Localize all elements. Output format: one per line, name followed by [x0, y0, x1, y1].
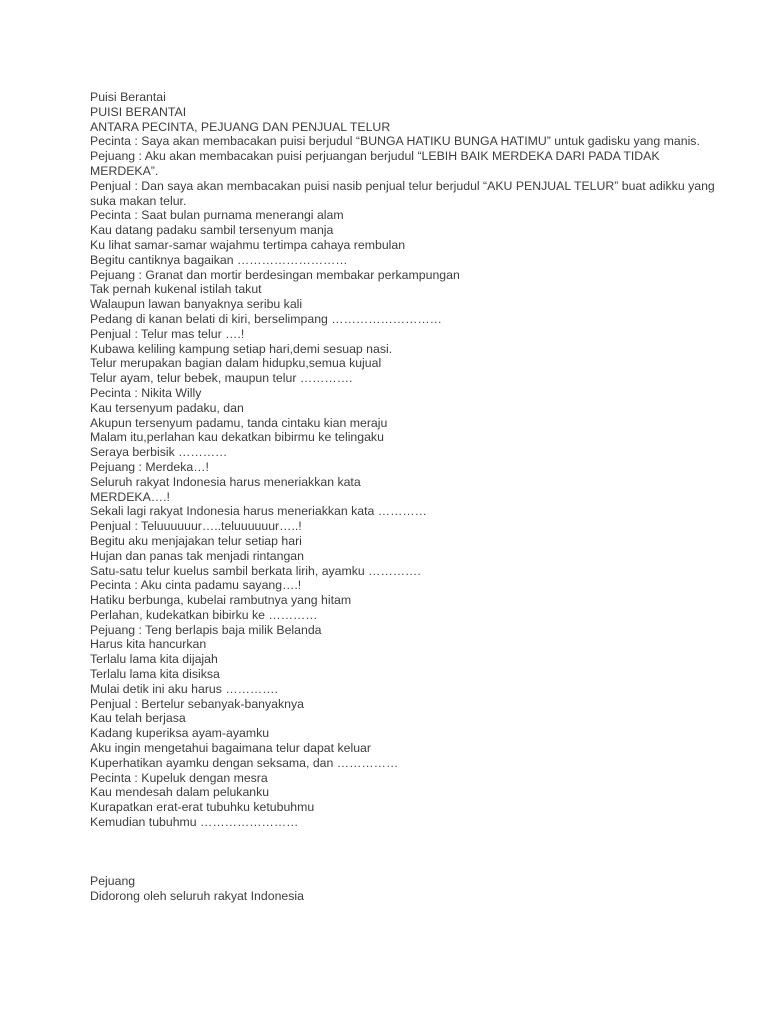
- text-line: Kadang kuperiksa ayam-ayamku: [90, 726, 270, 741]
- text-line: Penjual : Teluuuuuur…..teluuuuuur…..!: [90, 519, 302, 534]
- text-line: Hatiku berbunga, kubelai rambutnya yang hitam: [90, 593, 352, 608]
- text-line: Ku lihat samar-samar wajahmu tertimpa cahaya rembulan: [90, 237, 406, 252]
- paragraph-gap: [90, 830, 730, 874]
- text-line: Aku ingin mengetahui bagaimana telur dapat keluar: [90, 741, 371, 756]
- text-line: Pecinta : Saya akan membacakan puisi berjudul “BUNGA HATIKU BUNGA HATIMU” untuk gadisku yang manis.: [90, 134, 700, 149]
- text-line: Terlalu lama kita dijajah: [90, 652, 218, 667]
- text-line: Pecinta : Nikita Willy: [90, 385, 202, 400]
- text-line: Begitu cantiknya bagaikan ………………………: [90, 252, 348, 267]
- text-line: Kau mendesah dalam pelukanku: [90, 785, 270, 800]
- text-line: Satu-satu telur kuelus sambil berkata lirih, ayamku ………….: [90, 563, 421, 578]
- text-line: Seluruh rakyat Indonesia harus meneriakkan kata: [90, 474, 361, 489]
- text-line: Kubawa keliling kampung setiap hari,demi sesuap nasi.: [90, 341, 393, 356]
- text-line: Penjual : Bertelur sebanyak-banyaknya: [90, 696, 304, 711]
- text-line: Begitu aku menjajakan telur setiap hari: [90, 533, 302, 548]
- text-line: Harus kita hancurkan: [90, 637, 207, 652]
- text-line: Kau datang padaku sambil tersenyum manja: [90, 223, 334, 238]
- text-line: Kuperhatikan ayamku dengan seksama, dan ……………: [90, 755, 399, 770]
- text-line: Pecinta : Saat bulan purnama menerangi alam: [90, 208, 344, 223]
- text-line: Penjual : Telur mas telur ….!: [90, 326, 245, 341]
- text-line: Pejuang : Aku akan membacakan puisi perjuangan berjudul “LEBIH BAIK MERDEKA DARI PADA TIDAK MERDEKA”.: [90, 149, 660, 178]
- text-line: Penjual : Dan saya akan membacakan puisi nasib penjual telur berjudul “AKU PENJUAL TELUR” buat adikku yang suka makan telur.: [90, 178, 715, 208]
- text-line: Pejuang : Merdeka…!: [90, 459, 209, 474]
- text-line: Malam itu,perlahan kau dekatkan bibirmu ke telingaku: [90, 430, 384, 445]
- text-line: Pecinta : Kupeluk dengan mesra: [90, 770, 268, 785]
- text-line: Telur merupakan bagian dalam hidupku,semua kujual: [90, 356, 382, 371]
- text-line: Mulai detik ini aku harus ………….: [90, 681, 278, 696]
- poem-subtitle: ANTARA PECINTA, PEJUANG DAN PENJUAL TELUR: [90, 119, 391, 134]
- text-line: Kemudian tubuhmu ……………………: [90, 815, 299, 830]
- poem-text: [90, 90, 730, 903]
- text-line: Pedang di kanan belati di kiri, berselimpang ………………………: [90, 311, 442, 326]
- text-line: Terlalu lama kita disiksa: [90, 667, 220, 682]
- text-line: Pejuang : Granat dan mortir berdesingan membakar perkampungan: [90, 267, 460, 282]
- text-line: Akupun tersenyum padamu, tanda cintaku kian meraju: [90, 415, 388, 430]
- text-line: Kau tersenyum padaku, dan: [90, 400, 244, 415]
- poem-title: PUISI BERANTAI: [90, 104, 187, 119]
- text-line: Kau telah berjasa: [90, 711, 186, 726]
- text-line: Tak pernah kukenal istilah takut: [90, 282, 262, 297]
- text-line: Pecinta : Aku cinta padamu sayang….!: [90, 578, 302, 593]
- text-line: Seraya berbisik …………: [90, 445, 228, 460]
- text-line: Walaupun lawan banyaknya seribu kali: [90, 297, 303, 312]
- text-line: Didorong oleh seluruh rakyat Indonesia: [90, 888, 304, 903]
- text-line: Telur ayam, telur bebek, maupun telur ………….: [90, 371, 353, 386]
- text-line: Sekali lagi rakyat Indonesia harus meneriakkan kata …………: [90, 504, 427, 519]
- text-line: Pejuang: [90, 873, 136, 888]
- text-line: Pejuang : Teng berlapis baja milik Belanda: [90, 622, 322, 637]
- document-title: Puisi Berantai: [90, 90, 166, 104]
- text-line: Perlahan, kudekatkan bibirku ke …………: [90, 607, 318, 622]
- text-line: MERDEKA….!: [90, 489, 170, 504]
- text-line: Hujan dan panas tak menjadi rintangan: [90, 548, 304, 563]
- text-line: Kurapatkan erat-erat tubuhku ketubuhmu: [90, 800, 315, 815]
